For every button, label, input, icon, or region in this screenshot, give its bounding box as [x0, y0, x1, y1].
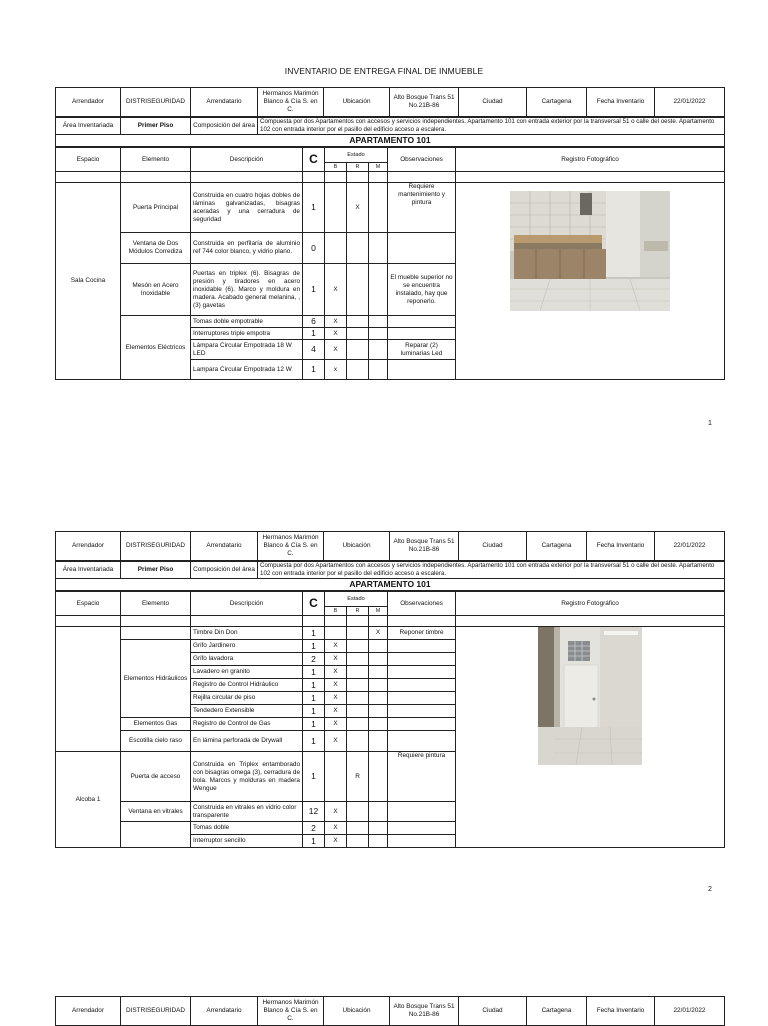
spacer-row: [56, 616, 725, 627]
descripcion-cell: Interruptor sencillo: [191, 835, 303, 848]
descripcion-cell: Tomas doble empotrable: [191, 316, 303, 328]
col-espacio: Espacio: [56, 148, 121, 172]
elemento-cell: Ventana en vitrales: [121, 802, 191, 822]
cantidad-cell: 2: [303, 653, 325, 666]
observaciones-cell: Requiere mantenimiento y pintura: [388, 183, 456, 233]
page-number: 1: [708, 420, 712, 427]
col-espacio: Espacio: [56, 592, 121, 616]
arrendatario-label: Arrendatario: [191, 88, 258, 117]
elemento-cell: Ventana de Dos Módulos Corrediza: [121, 233, 191, 264]
descripcion-cell: Registro de Control de Gas: [191, 718, 303, 731]
estado-b-cell: X: [325, 666, 347, 679]
inventory-table-page-1: [55, 87, 725, 117]
estado-r-cell: [347, 316, 369, 328]
descripcion-cell: Lampara Circular Empotrada 12 W: [191, 360, 303, 380]
estado-b-cell: X: [325, 718, 347, 731]
composicion-value: Compuesta por dos Apartamentos con accesos y servicios independientes. Apartamento 101 con entrada exterior por la transversal 51 o calle del oeste. Apartamento 102 con entrada interior por el pasillo del edificio acceso a escalera.: [258, 118, 725, 135]
observaciones-cell: [388, 705, 456, 718]
estado-m-cell: [369, 328, 388, 340]
elemento-cell: Elementos Hidráulicos: [121, 640, 191, 718]
descripcion-cell: Rejilla circular de piso: [191, 692, 303, 705]
estado-b-cell: X: [325, 802, 347, 822]
area-value: Primer Piso: [121, 562, 191, 579]
estado-m-cell: [369, 360, 388, 380]
estado-m-cell: [369, 316, 388, 328]
espacio-cell: Sala Cocina: [56, 183, 121, 380]
photo-cell: [456, 627, 725, 848]
ubicacion-value: Alto Bosque Trans 51 No.21B-86: [390, 532, 459, 561]
descripcion-cell: Lavadero en granito: [191, 666, 303, 679]
estado-r-cell: [347, 264, 369, 316]
photo-cell: [456, 183, 725, 380]
observaciones-cell: [388, 316, 456, 328]
descripcion-cell: Puertas en triplex (6). Bisagras de presión y tiradores en acero inoxidable (6). Marco y moldura en madera. Acabado general melanina, , (3) gavetas: [191, 264, 303, 316]
elemento-cell: Elementos Eléctricos: [121, 316, 191, 380]
items-table-page-1: [55, 147, 725, 380]
observaciones-cell: [388, 360, 456, 380]
descripcion-cell: Grifo Jardinero: [191, 640, 303, 653]
col-m: M: [369, 163, 388, 172]
estado-b-cell: X: [325, 705, 347, 718]
estado-b-cell: x: [325, 360, 347, 380]
arrendatario-value: Hermanos Marimón Blanco & Cía S. en C.: [258, 88, 324, 117]
observaciones-cell: [388, 666, 456, 679]
arrendador-value: DISTRISEGURIDAD: [121, 997, 191, 1026]
col-estado: Estado: [325, 592, 388, 607]
estado-r-cell: [347, 340, 369, 360]
estado-m-cell: [369, 264, 388, 316]
estado-b-cell: X: [325, 692, 347, 705]
estado-m-cell: [369, 731, 388, 752]
estado-m-cell: [369, 752, 388, 802]
estado-b-cell: X: [325, 264, 347, 316]
estado-m-cell: [369, 653, 388, 666]
col-descripcion: Descripción: [191, 148, 303, 172]
observaciones-cell: [388, 233, 456, 264]
cantidad-cell: 1: [303, 328, 325, 340]
elemento-cell: Elementos Gas: [121, 718, 191, 731]
area-row: [56, 118, 725, 135]
observaciones-cell: [388, 835, 456, 848]
estado-b-cell: [325, 627, 347, 640]
estado-r-cell: [347, 705, 369, 718]
arrendatario-value: Hermanos Marimón Blanco & Cía S. en C.: [258, 532, 324, 561]
estado-b-cell: X: [325, 731, 347, 752]
arrendatario-label: Arrendatario: [191, 532, 258, 561]
ciudad-value: Cartagena: [527, 997, 587, 1026]
estado-b-cell: X: [325, 653, 347, 666]
ciudad-label: Ciudad: [459, 532, 527, 561]
descripcion-cell: Construida en Triplex entamborado con bisagras omega (3), cerradura de bola. Marcos y molduras en madera Wengue: [191, 752, 303, 802]
estado-b-cell: [325, 752, 347, 802]
estado-m-cell: [369, 822, 388, 835]
cantidad-cell: 1: [303, 731, 325, 752]
estado-m-cell: [369, 340, 388, 360]
cantidad-cell: 1: [303, 627, 325, 640]
cantidad-cell: 2: [303, 822, 325, 835]
col-registro: Registro Fotográfico: [456, 148, 725, 172]
estado-b-cell: X: [325, 679, 347, 692]
descripcion-cell: Interruptores triple empotra: [191, 328, 303, 340]
observaciones-cell: Requiere pintura: [388, 752, 456, 802]
arrendador-label: Arrendador: [56, 532, 121, 561]
apartment-row: [56, 579, 725, 591]
estado-r-cell: [347, 802, 369, 822]
composicion-value: Compuesta por dos Apartamentos con accesos y servicios independientes. Apartamento 101 con entrada exterior por la transversal 51 o calle del oeste. Apartamento 102 con entrada interior por el pasillo del edificio acceso a escalera.: [258, 562, 725, 579]
espacio-cell: [56, 627, 121, 752]
estado-m-cell: [369, 835, 388, 848]
estado-b-cell: X: [325, 835, 347, 848]
estado-m-cell: [369, 718, 388, 731]
col-estado: Estado: [325, 148, 388, 163]
col-descripcion: Descripción: [191, 592, 303, 616]
descripcion-cell: Grifo lavadora: [191, 653, 303, 666]
estado-b-cell: [325, 233, 347, 264]
cantidad-cell: 12: [303, 802, 325, 822]
cantidad-cell: 0: [303, 233, 325, 264]
elemento-cell: Puerta Principal: [121, 183, 191, 233]
col-elemento: Elemento: [121, 148, 191, 172]
estado-b-cell: X: [325, 340, 347, 360]
observaciones-cell: El mueble superior no se encuentra instalado, hay que reponerlo.: [388, 264, 456, 316]
ubicacion-value: Alto Bosque Trans 51 No.21B-86: [390, 997, 459, 1026]
estado-m-cell: X: [369, 627, 388, 640]
header-row: [56, 88, 725, 117]
fecha-label: Fecha Inventario: [587, 88, 655, 117]
cantidad-cell: 1: [303, 183, 325, 233]
estado-b-cell: X: [325, 822, 347, 835]
col-b: B: [325, 607, 347, 616]
estado-r-cell: [347, 835, 369, 848]
estado-r-cell: [347, 731, 369, 752]
estado-b-cell: X: [325, 316, 347, 328]
fecha-label: Fecha Inventario: [587, 532, 655, 561]
observaciones-cell: [388, 328, 456, 340]
cantidad-cell: 1: [303, 264, 325, 316]
area-label: Área Inventariada: [56, 562, 121, 579]
composicion-label: Composición del área: [191, 562, 258, 579]
cantidad-cell: 1: [303, 835, 325, 848]
arrendador-value: DISTRISEGURIDAD: [121, 88, 191, 117]
descripcion-cell: Construida en cuatro hojas dobles de láminas galvanizadas, bisagras aceradas y una cerradura de seguridad: [191, 183, 303, 233]
inventory-table-page-3: [55, 996, 725, 1026]
elemento-cell: Escotilla cielo raso: [121, 731, 191, 752]
estado-r-cell: [347, 640, 369, 653]
elemento-cell: [121, 627, 191, 640]
estado-m-cell: [369, 802, 388, 822]
descripcion-cell: Lámpara Circular Empotrada 18 W LED: [191, 340, 303, 360]
ciudad-label: Ciudad: [459, 88, 527, 117]
estado-r-cell: [347, 666, 369, 679]
inventory-table-page-2: [55, 531, 725, 561]
area-table-page-1: [55, 117, 725, 147]
observaciones-cell: Reponer timbre: [388, 627, 456, 640]
col-observaciones: Observaciones: [388, 592, 456, 616]
arrendador-value: DISTRISEGURIDAD: [121, 532, 191, 561]
fecha-value: 22/01/2022: [655, 997, 725, 1026]
col-observaciones: Observaciones: [388, 148, 456, 172]
inventory-sheet-page-1: [55, 87, 724, 380]
observaciones-cell: [388, 731, 456, 752]
kitchen-photo: [510, 191, 670, 311]
estado-r-cell: [347, 653, 369, 666]
estado-r-cell: [347, 360, 369, 380]
fecha-value: 22/01/2022: [655, 88, 725, 117]
area-table-page-2: [55, 561, 725, 591]
ciudad-value: Cartagena: [527, 88, 587, 117]
arrendatario-label: Arrendatario: [191, 997, 258, 1026]
observaciones-cell: [388, 718, 456, 731]
elemento-cell: [121, 822, 191, 848]
estado-r-cell: [347, 679, 369, 692]
cantidad-cell: 1: [303, 752, 325, 802]
ciudad-label: Ciudad: [459, 997, 527, 1026]
descripcion-cell: Timbre Din Don: [191, 627, 303, 640]
composicion-label: Composición del área: [191, 118, 258, 135]
cantidad-cell: 1: [303, 718, 325, 731]
estado-b-cell: [325, 183, 347, 233]
descripcion-cell: Construida en vitrales en vidrio color transparente: [191, 802, 303, 822]
observaciones-cell: [388, 679, 456, 692]
cantidad-cell: 1: [303, 360, 325, 380]
table-row: [56, 627, 725, 640]
apartment-row: [56, 135, 725, 147]
col-registro: Registro Fotográfico: [456, 592, 725, 616]
estado-r-cell: [347, 233, 369, 264]
room-photo: [538, 627, 642, 765]
inventory-sheet-page-2: [55, 531, 724, 848]
estado-r-cell: R: [347, 752, 369, 802]
items-table-page-2: [55, 591, 725, 848]
estado-r-cell: X: [347, 183, 369, 233]
cantidad-cell: 1: [303, 705, 325, 718]
header-row: [56, 997, 725, 1026]
estado-r-cell: [347, 718, 369, 731]
header-row: [56, 532, 725, 561]
cantidad-cell: 1: [303, 679, 325, 692]
apartment-title: APARTAMENTO 101: [56, 579, 725, 591]
table-row: [56, 183, 725, 233]
col-m: M: [369, 607, 388, 616]
estado-r-cell: [347, 627, 369, 640]
estado-m-cell: [369, 705, 388, 718]
col-b: B: [325, 163, 347, 172]
descripcion-cell: Registro de Control Hidráulico: [191, 679, 303, 692]
estado-m-cell: [369, 640, 388, 653]
area-value: Primer Piso: [121, 118, 191, 135]
descripcion-cell: En lámina perforada de Drywall: [191, 731, 303, 752]
estado-r-cell: [347, 692, 369, 705]
ubicacion-label: Ubicación: [324, 532, 390, 561]
arrendatario-value: Hermanos Marimón Blanco & Cía S. en C.: [258, 997, 324, 1026]
cantidad-cell: 1: [303, 640, 325, 653]
fecha-label: Fecha Inventario: [587, 997, 655, 1026]
espacio-cell: Alcoba 1: [56, 752, 121, 848]
apartment-title: APARTAMENTO 101: [56, 135, 725, 147]
ubicacion-label: Ubicación: [324, 997, 390, 1026]
descripcion-cell: Construida en perfilaría de aluminio ref 744 color blanco, y vidrio plano.: [191, 233, 303, 264]
arrendador-label: Arrendador: [56, 997, 121, 1026]
estado-b-cell: X: [325, 640, 347, 653]
observaciones-cell: [388, 802, 456, 822]
cantidad-cell: 4: [303, 340, 325, 360]
estado-r-cell: [347, 328, 369, 340]
elemento-cell: Puerta de acceso: [121, 752, 191, 802]
cantidad-cell: 1: [303, 666, 325, 679]
estado-m-cell: [369, 233, 388, 264]
inventory-sheet-page-3: [55, 996, 724, 1026]
cantidad-cell: 6: [303, 316, 325, 328]
cantidad-cell: 1: [303, 692, 325, 705]
area-label: Área Inventariada: [56, 118, 121, 135]
arrendador-label: Arrendador: [56, 88, 121, 117]
observaciones-cell: [388, 692, 456, 705]
descripcion-cell: Tomas doble: [191, 822, 303, 835]
estado-m-cell: [369, 679, 388, 692]
estado-m-cell: [369, 692, 388, 705]
observaciones-cell: [388, 822, 456, 835]
page-number: 2: [708, 886, 712, 893]
estado-b-cell: X: [325, 328, 347, 340]
spacer-row: [56, 172, 725, 183]
estado-m-cell: [369, 183, 388, 233]
document-title: INVENTARIO DE ENTREGA FINAL DE INMUEBLE: [284, 66, 484, 76]
col-elemento: Elemento: [121, 592, 191, 616]
descripcion-cell: Tendedero Extensible: [191, 705, 303, 718]
observaciones-cell: [388, 640, 456, 653]
elemento-cell: Mesón en Acero Inoxidable: [121, 264, 191, 316]
estado-r-cell: [347, 822, 369, 835]
ubicacion-value: Alto Bosque Trans 51 No.21B-86: [390, 88, 459, 117]
col-r: R: [347, 607, 369, 616]
ubicacion-label: Ubicación: [324, 88, 390, 117]
area-row: [56, 562, 725, 579]
observaciones-cell: Reparar (2) luminarias Led: [388, 340, 456, 360]
col-c: C: [303, 592, 325, 616]
col-r: R: [347, 163, 369, 172]
column-header-row: [56, 148, 725, 163]
column-header-row: [56, 592, 725, 607]
ciudad-value: Cartagena: [527, 532, 587, 561]
col-c: C: [303, 148, 325, 172]
estado-m-cell: [369, 666, 388, 679]
fecha-value: 22/01/2022: [655, 532, 725, 561]
observaciones-cell: [388, 653, 456, 666]
